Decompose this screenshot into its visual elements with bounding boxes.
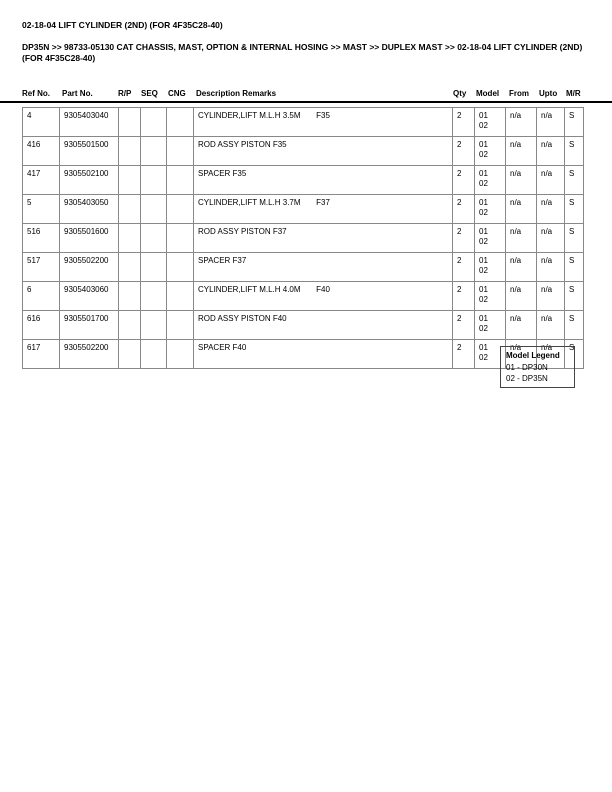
model-code: 01 (479, 198, 488, 207)
cell-cng (167, 195, 194, 224)
cell-rp (119, 137, 141, 166)
cell-upto: n/a (537, 253, 565, 282)
cell-from: n/a (506, 166, 537, 195)
cell-ref: 617 (23, 340, 60, 369)
cell-part: 9305403050 (60, 195, 119, 224)
header-description: Description Remarks (196, 89, 277, 98)
cell-cng (167, 108, 194, 137)
model-code: 02 (479, 150, 488, 159)
header-qty: Qty (453, 89, 467, 98)
cell-cng (167, 224, 194, 253)
cell-model (475, 108, 506, 137)
model-code: 01 (479, 227, 488, 236)
cell-cng (167, 340, 194, 369)
cell-part: 9305403060 (60, 282, 119, 311)
cell-rp (119, 311, 141, 340)
cell-mr: S (565, 311, 584, 340)
header-seq: SEQ (141, 89, 158, 98)
parts-table (22, 107, 584, 369)
cell-seq (141, 166, 167, 195)
cell-cng (167, 137, 194, 166)
header-divider (0, 101, 612, 103)
cell-rp (119, 253, 141, 282)
cell-qty: 2 (453, 166, 475, 195)
cell-seq (141, 311, 167, 340)
cell-desc: CYLINDER,LIFT M.L.H 3.7M F37 (194, 195, 453, 224)
table-row (23, 282, 584, 311)
cell-seq (141, 137, 167, 166)
cell-seq (141, 108, 167, 137)
cell-part: 9305502200 (60, 340, 119, 369)
cell-rp (119, 282, 141, 311)
cell-desc: ROD ASSY PISTON F40 (194, 311, 453, 340)
model-legend (500, 346, 575, 388)
header-from: From (509, 89, 529, 98)
cell-cng (167, 253, 194, 282)
cell-ref: 516 (23, 224, 60, 253)
cell-part: 9305501600 (60, 224, 119, 253)
cell-ref: 417 (23, 166, 60, 195)
cell-model (475, 282, 506, 311)
cell-upto: n/a (537, 137, 565, 166)
cell-model (475, 253, 506, 282)
cell-part: 9305501700 (60, 311, 119, 340)
cell-upto: n/a (537, 311, 565, 340)
model-code: 01 (479, 140, 488, 149)
cell-mr: S (565, 224, 584, 253)
model-code: 01 (479, 343, 488, 352)
cell-from: n/a (506, 108, 537, 137)
model-code: 02 (479, 324, 488, 333)
cell-cng (167, 166, 194, 195)
cell-from: n/a (506, 340, 537, 369)
model-code: 02 (479, 237, 488, 246)
legend-item: 01 - DP30N (506, 363, 548, 372)
cell-model (475, 137, 506, 166)
cell-from: n/a (506, 282, 537, 311)
cell-seq (141, 224, 167, 253)
table-row (23, 253, 584, 282)
cell-qty: 2 (453, 108, 475, 137)
header-part-no: Part No. (62, 89, 93, 98)
table-row (23, 311, 584, 340)
cell-model (475, 224, 506, 253)
cell-model (475, 311, 506, 340)
cell-mr: S (565, 108, 584, 137)
cell-desc: SPACER F35 (194, 166, 453, 195)
table-row (23, 137, 584, 166)
cell-mr: S (565, 137, 584, 166)
breadcrumb: DP35N >> 98733-05130 CAT CHASSIS, MAST, OPTION & INTERNAL HOSING >> MAST >> DUPLEX MAST >> 02-18-04 LIFT CYLINDER (2ND) (FOR 4F35C28-40) (22, 42, 583, 63)
cell-upto: n/a (537, 108, 565, 137)
model-code: 01 (479, 285, 488, 294)
cell-mr: S (565, 195, 584, 224)
cell-from: n/a (506, 311, 537, 340)
cell-ref: 517 (23, 253, 60, 282)
cell-rp (119, 340, 141, 369)
table-row (23, 224, 584, 253)
model-code: 02 (479, 179, 488, 188)
cell-qty: 2 (453, 311, 475, 340)
cell-upto: n/a (537, 282, 565, 311)
cell-desc: SPACER F40 (194, 340, 453, 369)
model-code: 01 (479, 111, 488, 120)
cell-mr: S (565, 340, 584, 369)
cell-desc: ROD ASSY PISTON F37 (194, 224, 453, 253)
cell-desc: CYLINDER,LIFT M.L.H 4.0M F40 (194, 282, 453, 311)
cell-ref: 6 (23, 282, 60, 311)
table-row (23, 108, 584, 137)
cell-ref: 4 (23, 108, 60, 137)
cell-qty: 2 (453, 137, 475, 166)
cell-ref: 5 (23, 195, 60, 224)
cell-upto: n/a (537, 195, 565, 224)
cell-rp (119, 224, 141, 253)
header-ref-no: Ref No. (22, 89, 50, 98)
cell-qty: 2 (453, 253, 475, 282)
cell-desc: CYLINDER,LIFT M.L.H 3.5M F35 (194, 108, 453, 137)
cell-seq (141, 340, 167, 369)
cell-mr: S (565, 253, 584, 282)
cell-qty: 2 (453, 282, 475, 311)
model-code: 02 (479, 121, 488, 130)
cell-model (475, 166, 506, 195)
cell-from: n/a (506, 195, 537, 224)
cell-ref: 616 (23, 311, 60, 340)
cell-from: n/a (506, 253, 537, 282)
cell-from: n/a (506, 137, 537, 166)
cell-model (475, 195, 506, 224)
cell-desc: SPACER F37 (194, 253, 453, 282)
model-code: 01 (479, 314, 488, 323)
model-code: 02 (479, 266, 488, 275)
page-title: 02-18-04 LIFT CYLINDER (2ND) (FOR 4F35C28-40) (22, 20, 223, 30)
model-code: 01 (479, 256, 488, 265)
cell-ref: 416 (23, 137, 60, 166)
legend-title: Model Legend (506, 351, 560, 360)
cell-mr: S (565, 166, 584, 195)
cell-qty: 2 (453, 340, 475, 369)
cell-rp (119, 108, 141, 137)
cell-part: 9305502200 (60, 253, 119, 282)
cell-rp (119, 166, 141, 195)
cell-upto: n/a (537, 224, 565, 253)
model-code: 02 (479, 295, 488, 304)
model-code: 02 (479, 208, 488, 217)
cell-seq (141, 282, 167, 311)
legend-item: 02 - DP35N (506, 374, 548, 383)
cell-upto: n/a (537, 166, 565, 195)
header-cng: CNG (168, 89, 186, 98)
cell-cng (167, 282, 194, 311)
cell-mr: S (565, 282, 584, 311)
cell-from: n/a (506, 224, 537, 253)
cell-part: 9305501500 (60, 137, 119, 166)
cell-rp (119, 195, 141, 224)
cell-seq (141, 195, 167, 224)
cell-upto: n/a (537, 340, 565, 369)
cell-qty: 2 (453, 224, 475, 253)
table-row (23, 166, 584, 195)
cell-desc: ROD ASSY PISTON F35 (194, 137, 453, 166)
cell-part: 9305403040 (60, 108, 119, 137)
header-rp: R/P (118, 89, 132, 98)
header-model: Model (476, 89, 500, 98)
header-upto: Upto (539, 89, 558, 98)
cell-part: 9305502100 (60, 166, 119, 195)
table-row (23, 195, 584, 224)
model-code: 01 (479, 169, 488, 178)
model-code: 02 (479, 353, 488, 362)
cell-seq (141, 253, 167, 282)
header-mr: M/R (566, 89, 581, 98)
cell-qty: 2 (453, 195, 475, 224)
cell-cng (167, 311, 194, 340)
